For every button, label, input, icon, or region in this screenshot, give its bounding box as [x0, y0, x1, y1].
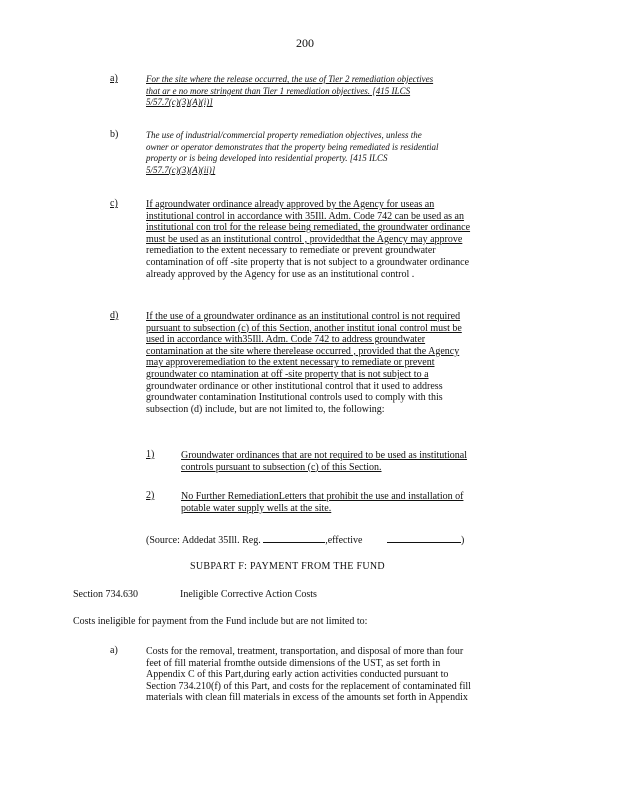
item-a-line: For the site where the release occurred, the use of Tier 2 remediation objectives	[146, 74, 434, 84]
subitem-1-line: Groundwater ordinances that are not required to be used as institutional	[181, 450, 468, 461]
item-d-line: groundwater co ntamination at off -site property that is not subject to a	[146, 368, 429, 380]
item-b-label: b)	[110, 129, 119, 140]
item-d-text	[146, 311, 531, 415]
item-d-line: may approveremediation to the extent necessary to remediate or prevent	[146, 357, 435, 369]
source-middle: ,effective	[325, 535, 363, 546]
section-intro: Costs ineligible for payment from the Fund include but are not limited to:	[73, 616, 368, 627]
item-d-line: subsection (d) include, but are not limited to, the following:	[146, 403, 385, 415]
item-b-line: The use of industrial/commercial property remediation objectives, unless the	[146, 130, 422, 140]
item-c-line: institutional control in accordance with 35Ill. Adm. Code 742 can be used as an	[146, 210, 464, 222]
section-item-a-text	[146, 646, 536, 704]
item-a-text	[146, 74, 531, 109]
item-c-text	[146, 199, 531, 280]
section-item-a-line: Appendix C of this Part,during early action activities conducted pursuant to	[146, 669, 449, 681]
page-number: 200	[296, 36, 314, 50]
item-d-line: If the use of a groundwater ordinance as an institutional control is not required	[146, 311, 461, 322]
item-d-line: groundwater ordinance or other institutional control that it used to address	[146, 380, 443, 392]
item-c-line: remediation to the extent necessary to remediate or prevent groundwater	[146, 245, 436, 257]
item-a-line: that ar e no more stringent than Tier 1 remediation objectives. [415 ILCS	[146, 85, 411, 96]
subitem-2-text	[181, 491, 531, 514]
item-c-label: c)	[110, 198, 118, 209]
item-b-text	[146, 130, 531, 176]
source-blank-effective	[387, 533, 461, 543]
source-suffix: )	[461, 535, 465, 546]
subitem-1-text	[181, 450, 531, 473]
item-b-line: 5/57.7(c)(3)(A)(ii)]	[146, 164, 216, 175]
section-heading	[73, 589, 317, 600]
item-d-label: d)	[110, 310, 119, 321]
section-title: Ineligible Corrective Action Costs	[180, 589, 317, 600]
subpart-heading: SUBPART F: PAYMENT FROM THE FUND	[190, 561, 385, 572]
item-d-line: used in accordance with35Ill. Adm. Code 742 to address groundwater	[146, 334, 426, 346]
item-b-line: property or is being developed into residential property. [415 ILCS	[146, 153, 388, 164]
item-d-line: contamination at the site where therelease occurred , provided that the Agency	[146, 345, 460, 357]
source-prefix: (Source: Addedat 35Ill. Reg.	[146, 535, 261, 546]
source-blank-date	[263, 533, 325, 543]
section-item-a-label: a)	[110, 645, 118, 656]
section-item-a-line: materials with clean fill materials in excess of the amounts set forth in Appendix	[146, 692, 468, 704]
subitem-2-line: No Further RemediationLetters that prohibit the use and installation of	[181, 491, 464, 502]
subitem-1-line: controls pursuant to subsection (c) of this Section.	[181, 461, 382, 473]
section-item-a-line: Section 734.210(f) of this Part, and costs for the replacement of contaminated fill	[146, 680, 471, 692]
subitem-2-label: 2)	[146, 490, 155, 501]
item-c-line: institutional con trol for the release being remediated, the groundwater ordinance	[146, 222, 471, 234]
section-item-a-line: feet of fill material fromthe outside dimensions of the UST, as set forth in	[146, 657, 441, 669]
section-number: Section 734.630	[73, 589, 138, 600]
section-item-a-line: Costs for the removal, treatment, transportation, and disposal of more than four	[146, 646, 464, 657]
item-a-line: 5/57.7(c)(3)(A)(i)]	[146, 97, 213, 108]
subitem-2-line: potable water supply wells at the site.	[181, 502, 332, 514]
item-c-line: must be used as an institutional control , providedthat the Agency may approve	[146, 233, 463, 245]
source-note	[146, 533, 464, 546]
item-c-line: If agroundwater ordinance already approved by the Agency for useas an	[146, 199, 435, 210]
item-c-line: contamination of off -site property that is not subject to a groundwater ordinance	[146, 256, 470, 268]
item-a-label: a)	[110, 73, 118, 84]
item-d-line: groundwater contamination Institutional controls used to comply with this	[146, 392, 443, 404]
item-c-line: already approved by the Agency for use as an institutional control .	[146, 268, 415, 280]
subitem-1-label: 1)	[146, 449, 155, 460]
item-b-line: owner or operator demonstrates that the property being remediated is residential	[146, 141, 439, 152]
item-d-line: pursuant to subsection (c) of this Section, another institut ional control must be	[146, 322, 462, 334]
